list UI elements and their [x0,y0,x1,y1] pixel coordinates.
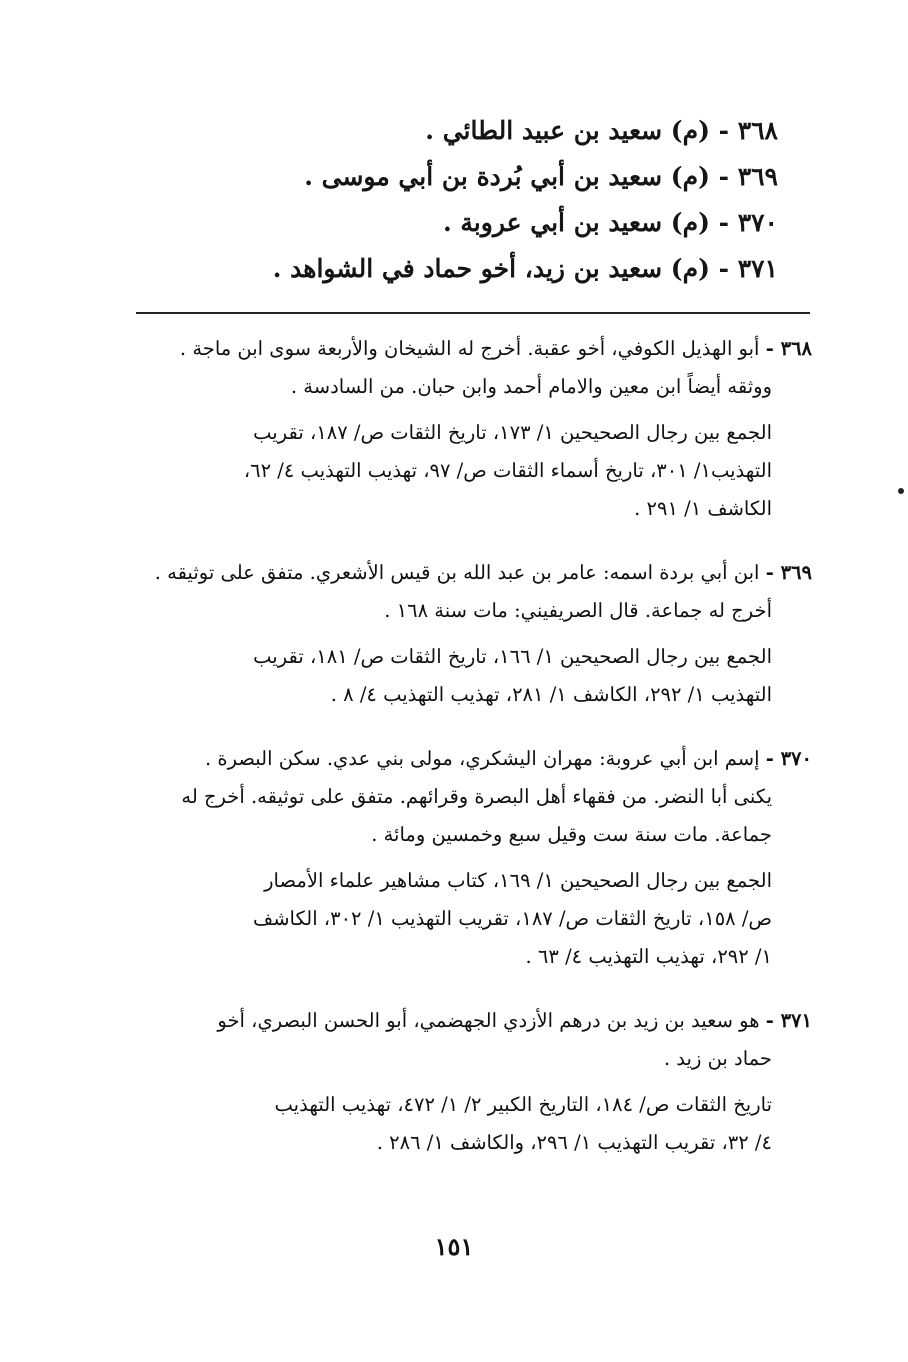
entry-heading-369: ٣٦٩ - (م) سعيد بن أبي بُردة بن أبي موسى . [304,162,778,191]
footnote-line: ٣٦٨ - أبو الهذيل الكوفي، أخو عقبة. أخرج له الشيخان والأربعة سوى ابن ماجة . [179,337,812,360]
footnote-line: الجمع بين رجال الصحيحين ١/ ١٦٦، تاريخ الثقات ص/ ١٨١، تقريب [253,645,772,668]
entry-heading-368: ٣٦٨ - (م) سعيد بن عبيد الطائي . [425,116,778,145]
footnote-divider [136,312,810,314]
footnote-bio [132,740,812,854]
footnote-371 [132,1002,812,1162]
footnote-line: جماعة. مات سنة ست وقيل سبع وخمسين ومائة . [371,823,772,846]
footnote-370 [132,740,812,976]
footnote-line: ٣٧٠ - إسم ابن أبي عروبة: مهران اليشكري، مولى بني عدي. سكن البصرة . [204,747,812,770]
footnote-bio [132,1002,812,1078]
footnote-number: ٣٧١ - [765,1009,812,1032]
footnote-line: ٣٦٩ - ابن أبي بردة اسمه: عامر بن عبد الله بن قيس الأشعري. متفق على توثيقه . [154,561,812,584]
footnote-sources [132,414,812,528]
footnote-sources [132,638,812,714]
footnote-368 [132,330,812,528]
footnote-line: حماد بن زيد . [663,1047,772,1070]
footnote-line: التهذيب ١/ ٢٩٢، الكاشف ١/ ٢٨١، تهذيب التهذيب ٤/ ٨ . [330,683,772,706]
footnote-line: أخرج له جماعة. قال الصريفيني: مات سنة ١٦٨ . [384,599,772,622]
footnotes [132,330,812,1188]
footnote-bio [132,330,812,406]
footnote-line: ٣٧١ - هو سعيد بن زيد بن درهم الأزدي الجهضمي، أبو الحسن البصري، أخو [217,1009,812,1032]
entry-heading-371: ٣٧١ - (م) سعيد بن زيد، أخو حماد في الشواهد . [272,254,778,283]
footnote-line: ووثقه أيضاً ابن معين والامام أحمد وابن حبان. من السادسة . [290,375,772,398]
footnote-sources [132,1086,812,1162]
footnote-line: يكنى أبا النضر. من فقهاء أهل البصرة وقرائهم. متفق على توثيقه. أخرج له [181,785,772,808]
entry-heading-370: ٣٧٠ - (م) سعيد بن أبي عروبة . [443,208,778,237]
page-number: ١٥١ [434,1232,474,1261]
margin-mark [898,488,904,494]
footnote-sources [132,862,812,976]
footnote-line: الجمع بين رجال الصحيحين ١/ ١٦٩، كتاب مشاهير علماء الأمصار [264,869,772,892]
footnote-bio [132,554,812,630]
footnote-line: التهذيب١/ ٣٠١، تاريخ أسماء الثقات ص/ ٩٧، تهذيب التهذيب ٤/ ٦٢، [243,459,772,482]
footnote-line: تاريخ الثقات ص/ ١٨٤، التاريخ الكبير ٢/ ١/ ٤٧٢، تهذيب التهذيب [274,1093,772,1116]
footnote-line: ص/ ١٥٨، تاريخ الثقات ص/ ١٨٧، تقريب التهذيب ١/ ٣٠٢، الكاشف [253,907,772,930]
entry-headings [218,108,778,292]
footnote-number: ٣٦٨ - [765,337,812,360]
footnote-line: الكاشف ١/ ٢٩١ . [634,497,772,520]
footnote-line: ١/ ٢٩٢، تهذيب التهذيب ٤/ ٦٣ . [525,945,772,968]
footnote-number: ٣٦٩ - [765,561,812,584]
footnote-line: الجمع بين رجال الصحيحين ١/ ١٧٣، تاريخ الثقات ص/ ١٨٧، تقريب [253,421,772,444]
footnote-369 [132,554,812,714]
footnote-line: ٤/ ٣٢، تقريب التهذيب ١/ ٢٩٦، والكاشف ١/ ٢٨٦ . [376,1131,772,1154]
footnote-number: ٣٧٠ - [765,747,812,770]
